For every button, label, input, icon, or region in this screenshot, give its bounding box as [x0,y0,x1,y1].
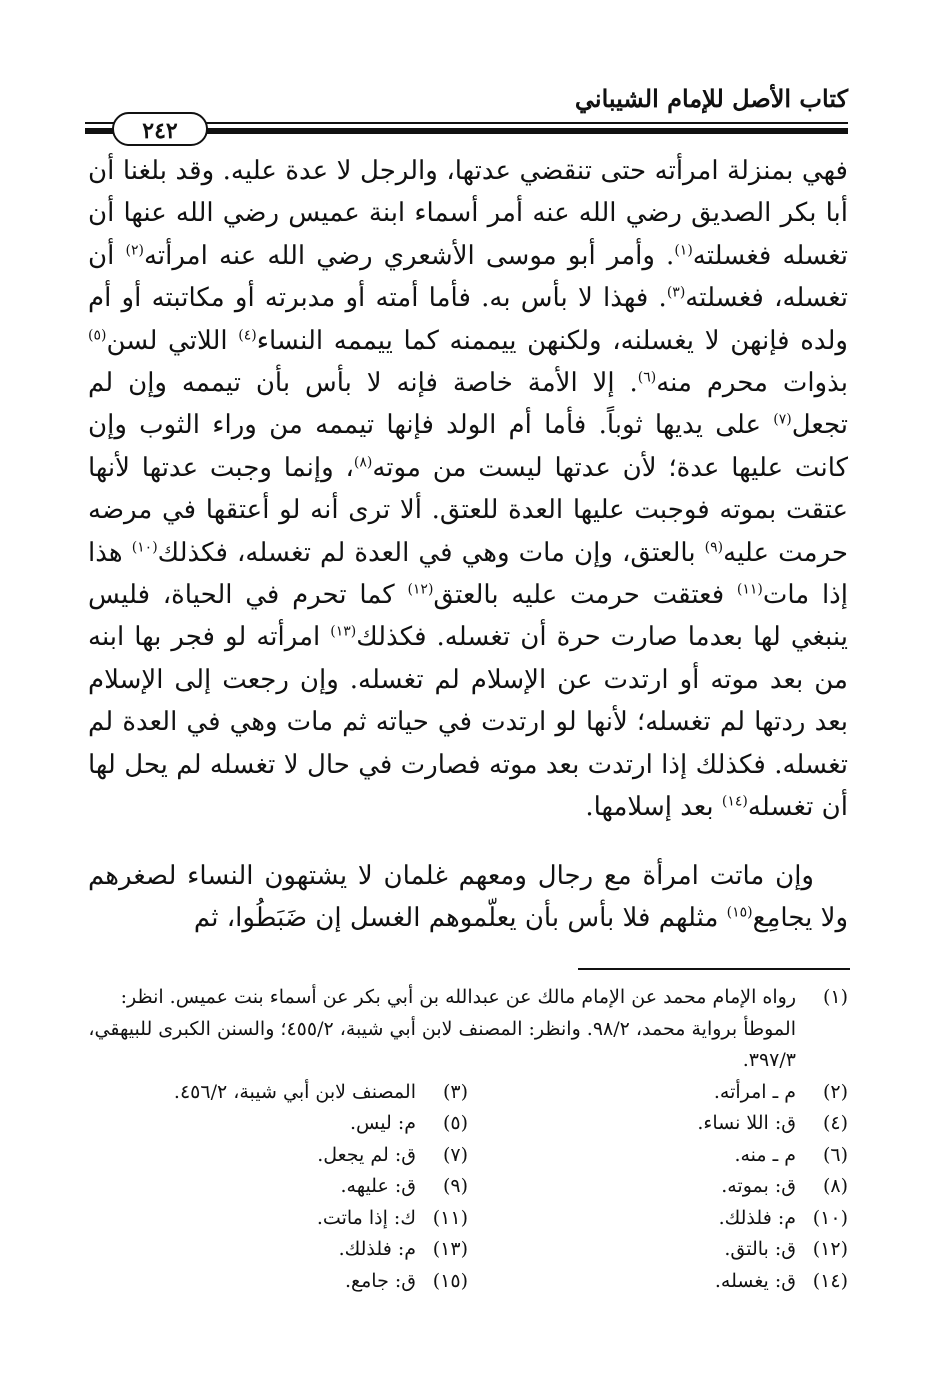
footnote-left [88,1077,468,1109]
text-run: فعتقت حرمت عليه بالعتق [433,580,737,611]
footnote-text: ق: جامع. [344,1269,416,1292]
footnote-number: (٧) [442,1143,468,1166]
footnote-separator [578,968,850,970]
paragraph-2 [88,855,848,940]
footnote-right [468,1077,848,1109]
paragraph-1 [88,150,848,829]
footnote-marker: (٧) [773,411,792,428]
footnote-text: م ـ منه. [734,1143,796,1166]
footnote-marker: (٢) [125,242,144,259]
text-run: بعد إسلامها. [585,792,722,823]
footnote-marker: (١٣) [330,623,357,640]
footnote-text: ك: إذا ماتت. [316,1206,416,1229]
footnote-left [88,1140,468,1172]
footnote-marker: (٥) [88,326,107,343]
footnote-text: ق: بموته. [721,1175,796,1197]
footnote-marker: (١١) [736,581,763,598]
text-run: ، وإنما وجبت عدتها لأنها عتقت بموته فوجبت عليها العدة للعتق. ألا ترى أنه لو أعتقها في مرضه حرمت عليه [88,452,848,568]
text-run: وإن ماتت امرأة مع رجال ومعهم غلمان لا يشتهون النساء لصغرهم ولا يجامِع [88,860,848,933]
footnote-text: ق: اللا نساء. [697,1112,796,1134]
footnote-text: رواه الإمام محمد عن الإمام مالك عن عبدالله بن أبي بكر عن أسماء بنت عميس. انظر: الموطأ برواية محمد، ٩٨/٢. وانظر: المصنف لابن أبي شيبة، ٤٥٥/٢؛ والسنن الكبرى للبيهقي، ٣٩٧/٣. [88,986,796,1071]
page-number: ٢٤٢ [112,112,208,146]
footnote-left [88,1203,468,1235]
footnote-number: (٢) [822,1080,848,1103]
footnote-grid [88,1077,848,1298]
footnote-left [88,1234,468,1266]
running-head-title: كتاب الأصل للإمام الشيباني [574,84,848,113]
footnote-right [468,1234,848,1266]
footnote-marker: (٤) [238,326,257,343]
footnote-marker: (١) [674,242,693,259]
footnote-text: م: ليس. [350,1112,416,1134]
footnote-text: م ـ امرأته. [713,1080,796,1103]
footnote-marker: (٣) [666,284,686,301]
footnote-number: (١٣) [432,1238,468,1260]
footnote-number: (٩) [442,1175,468,1197]
footnote-number: (١٠) [812,1206,848,1229]
text-run: اللاتي لسن [106,325,239,356]
text-run: كما تحرم في الحياة، فليس ينبغي لها بعدما صارت حرة أن تغسله. فكذلك [88,580,848,653]
footnote-number: (٣) [442,1080,468,1103]
footnote-number: (١٤) [812,1269,848,1292]
footnote-right [468,1266,848,1298]
footnote-number: (١١) [432,1206,468,1229]
footnote-text: ق: لم يجعل. [317,1143,416,1166]
text-run: أن تغسله، فغسلته [88,240,848,314]
text-run: هذا إذا مات [88,537,848,611]
footnote-marker: (١٢) [407,581,434,598]
footnote-text: م: فلذلك. [718,1206,796,1229]
text-run: بالعتق، وإن مات وهي في العدة لم تغسله، فكذلك [157,537,705,568]
footnote-right [468,1140,848,1172]
text-run: امرأته لو فجر بها ابنه من بعد موته أو ارتدت عن الإسلام لم تغسله. وإن رجعت إلى الإسلام بعد ردتها لم تغسله؛ لأنها لو ارتدت في حياته ثم مات وهي في العدة لم تغسله. فكذلك إذا ارتدت بعد موته فصارت في حال لا تغسله لم يحل لها أن تغسله [88,622,848,823]
footnote-number: (٥) [442,1112,468,1134]
footnote-text: م: فلذلك. [338,1238,416,1260]
main-text [88,150,848,939]
footnote-marker: (١٥) [726,904,753,921]
footnote-marker: (١٤) [721,793,748,810]
footnote-right [468,1171,848,1203]
footnote-right [468,1108,848,1140]
text-run: على يديها ثوباً. فأما أم الولد فإنها تيممه من وراء الثوب وإن كانت عليها عدة؛ لأن عدتها ليست من موته [88,410,848,483]
footnote-number: (٦) [822,1143,848,1166]
footnote-text: المصنف لابن أبي شيبة، ٤٥٦/٢. [173,1080,416,1103]
footnote-left [88,1108,468,1140]
footnote-text: ق: بالتق. [724,1238,796,1260]
footnote-text: ق: عليهه. [340,1175,416,1197]
text-run: . فهذا لا بأس به. فأما أمته أو مدبرته أو مكاتبته أو أم ولده فإنهن لا يغسلنه، ولكنهن ييممنه كما ييممه النساء [88,283,848,356]
text-run: مثلهم فلا بأس بأن يعلّموهم الغسل إن ضَبَطُوا، ثم [193,902,727,933]
footnote-number: (٨) [822,1175,848,1197]
footnote-left [88,1171,468,1203]
footnote-marker: (٦) [637,369,657,386]
footnote-number: (١٢) [812,1238,848,1260]
footnote-right [468,1203,848,1235]
footnote-number: (١٥) [432,1269,468,1292]
text-run: . وأمر أبو موسى الأشعري رضي الله عنه امرأته [143,240,675,271]
footnote-marker: (٨) [353,454,373,471]
footnote-number: (٤) [822,1112,848,1134]
footnote-number: (١) [822,986,848,1008]
footnote-text: ق: يغسله. [714,1269,796,1292]
footnotes [88,982,848,1297]
text-run: فهي بمنزلة امرأته حتى تنقضي عدتها، والرجل لا عدة عليه. وقد بلغنا أن أبا بكر الصديق رضي الله عنه أمر أسماء ابنة عميس رضي الله عنها أن تغسله فغسلته [88,156,849,271]
text-run: بذوات محرم منه [656,368,848,399]
footnote-marker: (٩) [704,539,724,555]
footnote-1 [88,982,848,1077]
text-run: . إلا الأمة خاصة فإنه لا بأس بأن تيممه وإن لم تجعل [88,368,848,441]
footnote-marker: (١٠) [131,539,158,555]
footnote-left [88,1266,468,1298]
